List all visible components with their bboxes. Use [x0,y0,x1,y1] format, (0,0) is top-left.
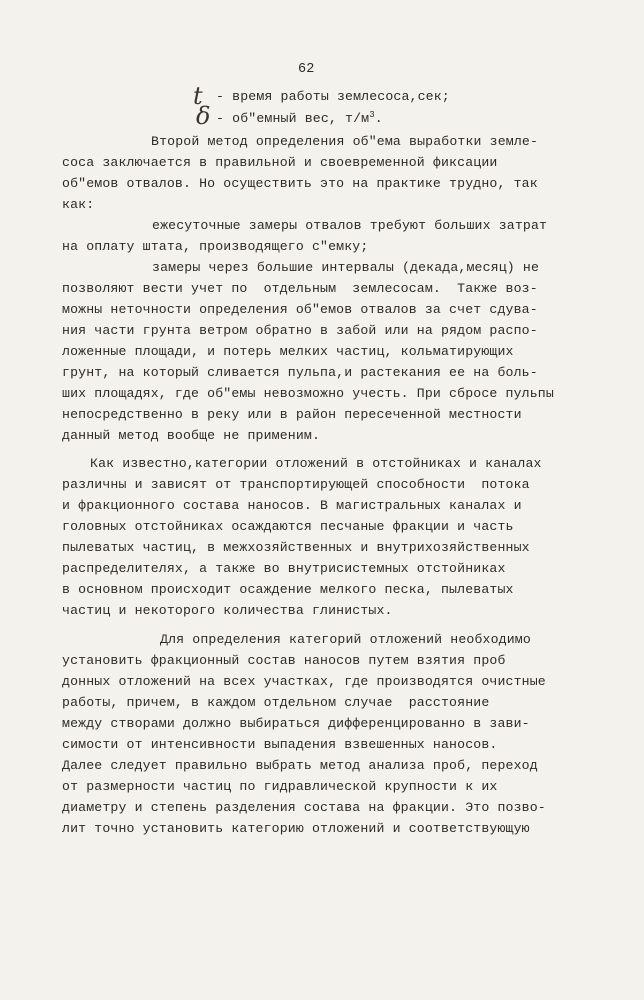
definition-suffix: . [374,111,383,126]
text-line: симости от интенсивности выпадения взвешенных наносов. [62,737,498,752]
text-line: ния части грунта ветром обратно в забой или на рядом распо- [62,323,538,338]
text-line: ложенные площади, и потерь мелких частиц, кольматирующих [62,344,514,359]
text-line: как: [62,197,95,212]
definition-text: - об"емный вес, т/м [216,111,370,126]
text-line: замеры через большие интервалы (декада,месяц) не [152,260,540,275]
text-line: распределителях, а также во внутрисистемных отстойниках [62,561,506,576]
symbol-delta: δ [196,102,211,130]
text-line: диаметру и степень разделения состава на фракции. Это позво- [62,800,546,815]
text-line: установить фракционный состав наносов путем взятия проб [62,653,506,668]
text-line: соса заключается в правильной и своевременной фиксации [62,155,498,170]
definition-superscript: 3 [369,110,375,120]
text-line: частиц и некоторого количества глинистых. [62,603,393,618]
text-line: и фракционного состава наносов. В магистральных каналах и [62,498,522,513]
text-line: головных отстойниках осаждаются песчаные фракции и часть [62,519,514,534]
symbol-t: t [193,82,203,110]
text-line: Как известно,категории отложений в отстойниках и каналах [90,456,542,471]
text-line: различны и зависят от транспортирующей способности потока [62,477,530,492]
definition-line: - время работы землесоса,сек; [216,89,450,104]
text-line: пылеватых частиц, в межхозяйственных и внутрихозяйственных [62,540,530,555]
page-number: 62 [298,62,315,77]
text-line: ших площадях, где об"емы невозможно учесть. При сбросе пульпы [62,386,554,401]
text-line: в основном происходит осаждение мелкого песка, пылеватых [62,582,514,597]
text-line: работы, причем, в каждом отдельном случае расстояние [62,695,490,710]
definition-line [216,106,383,128]
text-line: позволяют вести учет по отдельным землесосам. Также воз- [62,281,538,296]
text-line: на оплату штата, производящего с"емку; [62,239,369,254]
text-line: Для определения категорий отложений необходимо [160,632,531,647]
text-line: между створами должно выбираться дифференцированно в зави- [62,716,530,731]
text-line: Далее следует правильно выбрать метод анализа проб, переход [62,758,538,773]
text-line: данный метод вообще не применим. [62,428,321,443]
text-line: донных отложений на всех участках, где производятся очистные [62,674,546,689]
text-line: от размерности частиц по гидравлической крупности к их [62,779,498,794]
text-line: непосредственно в реку или в район пересеченной местности [62,407,522,422]
text-line: лит точно установить категорию отложений и соответствующую [62,821,530,836]
text-line: можны неточности определения об"емов отвалов за счет сдува- [62,302,538,317]
text-line: Второй метод определения об"ема выработки земле- [151,134,539,149]
text-line: грунт, на который сливается пульпа,и растекания ее на боль- [62,365,538,380]
text-line: об"емов отвалов. Но осуществить это на практике трудно, так [62,176,538,191]
text-line: ежесуточные замеры отвалов требуют больших затрат [152,218,548,233]
